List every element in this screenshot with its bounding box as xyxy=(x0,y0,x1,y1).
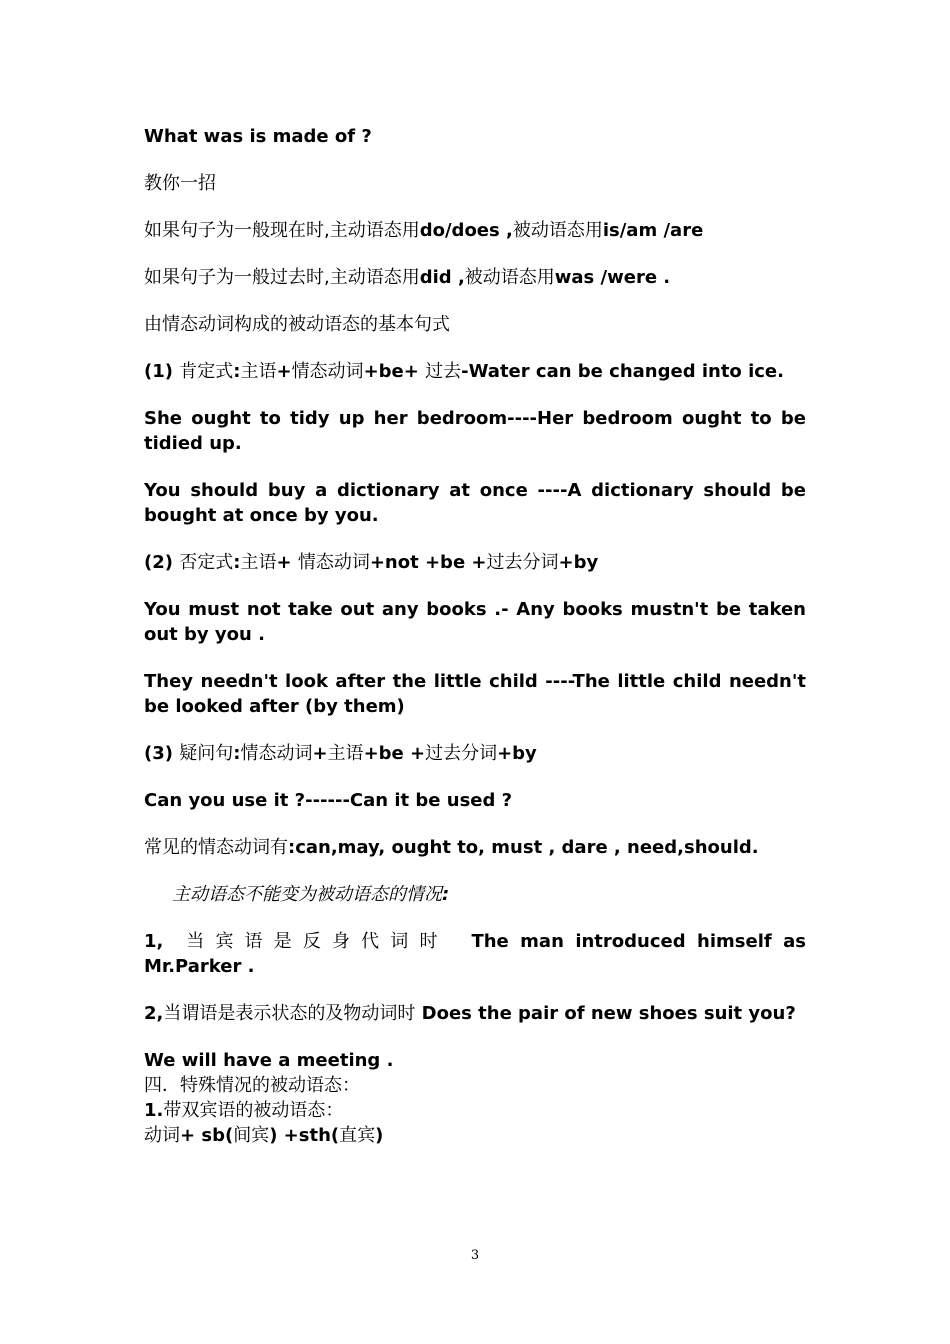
document-page xyxy=(144,124,806,1148)
section-four-heading: 四．特殊情况的被动语态： xyxy=(144,1075,360,1096)
tip-heading: 教你一招 xyxy=(144,173,216,194)
example-books: You must not take out any books .- Any books mustn't be taken out by you . xyxy=(144,599,806,645)
affirmative-form: (1) 肯定式:主语+情态动词+be+ 过去-Water can be changed into ice. xyxy=(144,361,784,382)
reflexive-case: 1, 当宾语是反身代词时 The man introduced himself as Mr.Parker . xyxy=(144,931,806,977)
double-object-pattern: 动词+ sb(间宾) +sth(直宾) xyxy=(144,1125,384,1146)
past-tense-rule: 如果句子为一般过去时,主动语态用did ,被动语态用was /were . xyxy=(144,267,671,288)
common-modals: 常见的情态动词有:can,may, ought to, must , dare , need,should. xyxy=(144,837,759,858)
question-line: What was is made of ? xyxy=(144,126,372,147)
question-form: (3) 疑问句:情态动词+主语+be +过去分词+by xyxy=(144,743,537,764)
negative-form: (2) 否定式:主语+ 情态动词+not +be +过去分词+by xyxy=(144,552,599,573)
example-dictionary: You should buy a dictionary at once ----A dictionary should be bought at once by you. xyxy=(144,480,806,526)
double-object-heading: 1.带双宾语的被动语态： xyxy=(144,1100,344,1121)
cannot-convert-heading: 主动语态不能变为被动语态的情况: xyxy=(172,884,450,905)
example-meeting: We will have a meeting . xyxy=(144,1050,394,1071)
modal-passive-heading: 由情态动词构成的被动语态的基本句式 xyxy=(144,314,450,335)
example-bedroom: She ought to tidy up her bedroom----Her bedroom ought to be tidied up. xyxy=(144,408,806,454)
page-number: 3 xyxy=(470,1248,480,1263)
state-verb-case: 2,当谓语是表示状态的及物动词时 Does the pair of new shoes suit you? xyxy=(144,1003,796,1024)
present-tense-rule: 如果句子为一般现在时,主动语态用do/does ,被动语态用is/am /are xyxy=(144,220,704,241)
example-child: They needn't look after the little child ----The little child needn't be looked after (by them) xyxy=(144,671,806,717)
example-use: Can you use it ?------Can it be used ? xyxy=(144,790,513,811)
